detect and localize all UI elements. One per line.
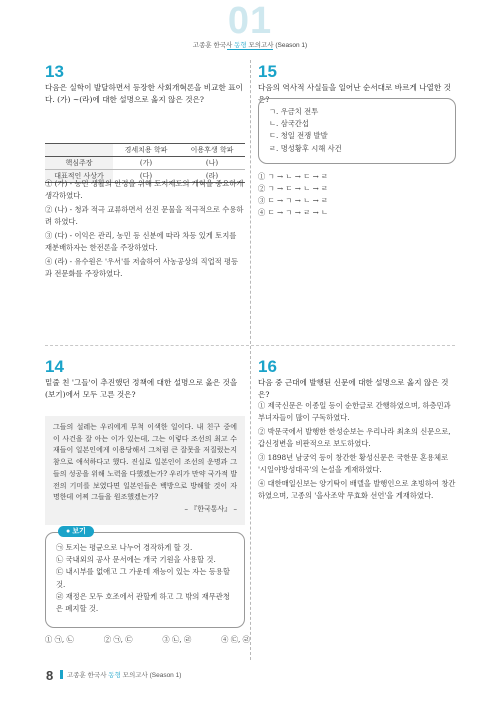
choice-1[interactable]: ① ㉠, ㉡ <box>45 635 74 644</box>
table-row1-b: (나) <box>179 157 245 170</box>
choice-1[interactable]: ① ㄱ → ㄴ → ㄷ → ㄹ <box>258 172 329 181</box>
choice-1[interactable]: ① 제국신문은 이종일 등이 순한글로 간행하였으며, 하층민과 부녀자들이 많이 구독하였다. <box>258 401 451 422</box>
choice-3[interactable]: ③ (다) - 이익은 관리, 농민 등 신분에 따라 차등 있게 토지를 재분배하자는 한전론을 주장하였다. <box>45 231 237 252</box>
question-13-table <box>45 143 245 183</box>
choice-2[interactable]: ② ㉠, ㉢ <box>103 635 133 644</box>
choice-4[interactable]: ④ ㉢, ㉣ <box>221 635 250 644</box>
footer-title <box>67 670 181 679</box>
question-15-text: 다음의 역사적 사실들을 일어난 순서대로 바르게 나열한 것은? <box>258 83 451 104</box>
choice-2[interactable]: ② ㄱ → ㄷ → ㄴ → ㄹ <box>258 184 329 193</box>
footer-accent-bar <box>60 670 63 679</box>
bogi-item-4: ㉣ 재정은 모두 호조에서 관할케 하고 그 밖의 재무관청은 폐지할 것. <box>56 591 230 614</box>
bogi-item-2: ㉡ 국내외의 공사 문서에는 개국 기원을 사용할 것. <box>56 555 216 565</box>
passage-text: 그들의 설레는 우리에게 무척 이색한 일이다. 내 친구 중에 이 사건을 잘 아는 이가 있는데, 그는 이렇다 조선의 최고 수재들이 일본인에게 이용당해서 그처럼 큰 잘못을 저질렀는지 참으로 애석하다고 했다. 진실로 일본인이 조선의 운명과 그들의 성공을 위해 노력을 다했겠는가? 우리가 만약 국가적 발전의 기미를 보였다면 일본인들은 백방으로 방해할 것이 자명한데 어찌 그들을 원조했겠는가? <box>53 423 237 502</box>
column-divider <box>250 60 251 660</box>
bogi-dot-icon: ● <box>66 528 71 535</box>
passage-source: – 『한국통사』 – <box>184 504 237 513</box>
footer-title-accent: 동형 <box>108 672 121 679</box>
choice-3[interactable]: ③ ㉡, ㉣ <box>162 635 192 644</box>
choice-4[interactable]: ④ (라) - 유수원은 '우서'를 저술하여 사농공상의 직업적 평등과 전문화를 주장하였다. <box>45 257 239 278</box>
question-14-passage <box>45 416 245 525</box>
question-13-choices <box>45 178 245 280</box>
choice-3[interactable]: ③ 1898년 남궁억 등이 창간한 황성신문은 국한문 혼용체로 '시일야방성대곡'의 논설을 게재하였다. <box>258 453 449 474</box>
question-15-choices <box>258 171 458 219</box>
choice-2[interactable]: ② (나) - 청과 적극 교류하면서 선진 문물을 적극적으로 수용하려 하였다. <box>45 205 244 226</box>
table-col2-header: 이용후생 학파 <box>179 144 245 157</box>
question-14-text: 밑줄 친 '그들'이 추진했던 정책에 대한 설명으로 옳은 것을 (보기)에서 모두 고른 것은? <box>45 378 238 399</box>
question-13-text: 다음은 실학이 발달하면서 등장한 사회개혁론을 비교한 표이다. (가) ~(라)에 대한 설명으로 옳지 않은 것은? <box>45 83 243 104</box>
question-15-number: 15 <box>258 62 277 81</box>
question-14-choices <box>45 634 250 646</box>
item-d: ㄹ. 명성황후 시해 사건 <box>269 143 342 153</box>
header-title-pre: 고종훈 한국사 <box>192 42 235 49</box>
question-13-number: 13 <box>45 62 64 81</box>
question-16-choices <box>258 400 458 502</box>
table-corner <box>45 144 113 157</box>
header-big-number: 01 <box>227 0 273 42</box>
bogi-label <box>58 526 94 537</box>
bogi-item-3: ㉢ 내시부를 없애고 그 가운데 재능이 있는 자는 등용할 것. <box>56 567 230 589</box>
choice-4[interactable]: ④ ㄷ → ㄱ → ㄹ → ㄴ <box>258 208 329 217</box>
header-title-accent: 동형 <box>234 42 247 49</box>
header-title-post: 모의고사 (Season 1) <box>246 42 308 49</box>
item-b: ㄴ. 삼국간섭 <box>269 119 309 129</box>
item-a: ㄱ. 우금치 전투 <box>269 107 319 116</box>
table-col1-header: 경세치용 학파 <box>113 144 179 157</box>
question-16-text: 다음 중 근대에 발행된 신문에 대한 설명으로 옳지 않은 것은? <box>258 378 449 399</box>
question-14 <box>45 358 245 401</box>
footer-title-post: 모의고사 (Season 1) <box>120 672 182 679</box>
table-row2-b: (라) <box>179 170 245 183</box>
table-row1-label: 핵심주장 <box>45 157 113 170</box>
choice-1[interactable]: ① (가) - 농민 생활의 안정을 위해 토지제도의 개혁을 중요하게 생각하였다. <box>45 179 244 200</box>
bogi-label-text: 보기 <box>72 528 86 535</box>
question-15-items-box <box>258 98 456 164</box>
header-underline <box>227 49 273 50</box>
item-c: ㄷ. 청일 전쟁 발발 <box>269 131 328 141</box>
choice-2[interactable]: ② 박문국에서 발행한 한성순보는 우리나라 최초의 신문으로, 갑신정변을 비판적으로 보도하였다. <box>258 427 451 448</box>
table-row2-label: 대표적인 사상가 <box>45 170 113 183</box>
table-row1-a: (가) <box>113 157 179 170</box>
question-16-number: 16 <box>258 357 277 376</box>
question-13 <box>45 63 245 106</box>
table-row2-a: (다) <box>113 170 179 183</box>
question-16 <box>258 358 458 401</box>
header-title <box>0 40 500 49</box>
question-14-number: 14 <box>45 357 64 376</box>
question-14-bogi-box <box>45 532 245 628</box>
footer-page-number: 8 <box>46 668 54 683</box>
bogi-item-1: ㉠ 토지는 평균으로 나누어 경작하게 할 것. <box>56 543 193 552</box>
row-divider <box>45 345 455 346</box>
footer-title-pre: 고종훈 한국사 <box>67 672 109 679</box>
choice-4[interactable]: ④ 대한매일신보는 양기탁이 배델을 발행인으로 초빙하여 창간하였으며, 고종의 '을사조약 무효화 선언'을 게재하였다. <box>258 479 456 500</box>
choice-3[interactable]: ③ ㄷ → ㄱ → ㄴ → ㄹ <box>258 196 329 205</box>
